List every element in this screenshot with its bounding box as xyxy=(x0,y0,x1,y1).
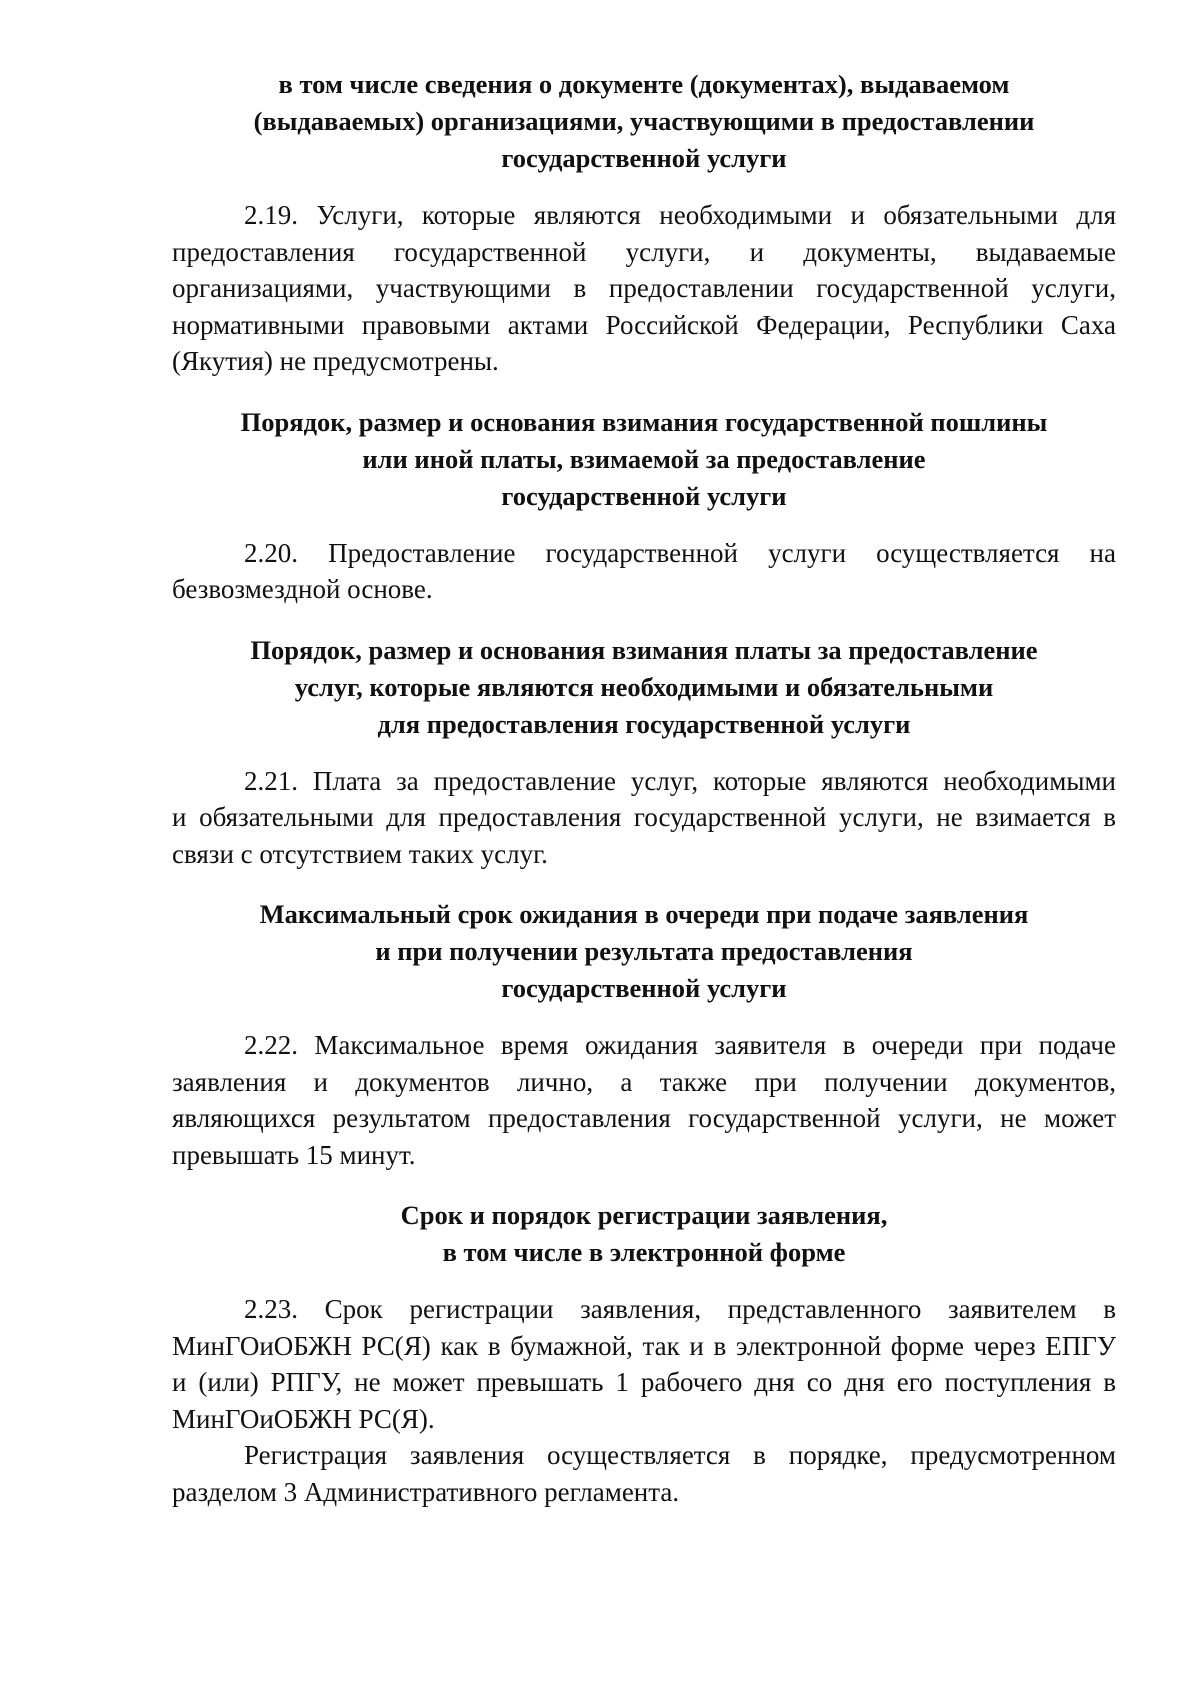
document-page xyxy=(172,66,1116,1510)
heading-line: Порядок, размер и основания взимания государственной пошлины xyxy=(240,406,1048,437)
section-heading xyxy=(172,66,1116,177)
paragraph-line: (Якутия) не предусмотрены. xyxy=(172,346,499,376)
paragraph-line: организациями, участвующими в предоставлении государственной услуги, xyxy=(172,273,1116,303)
heading-line: и при получении результата предоставления xyxy=(375,936,913,966)
paragraph-line: 2.21. Плата за предоставление услуг, которые являются необходимыми xyxy=(244,765,1116,796)
heading-line: Срок и порядок регистрации заявления, xyxy=(400,1200,888,1230)
paragraph-2-20 xyxy=(172,535,1116,608)
heading-line: (выдаваемых) организациями, участвующими в предоставлении xyxy=(253,106,1035,136)
heading-line: для предоставления государственной услуги xyxy=(377,708,911,739)
heading-line: Порядок, размер и основания взимания платы за предоставление xyxy=(250,634,1038,665)
heading-line: в том числе сведения о документе (документах), выдаваемом xyxy=(278,69,1010,99)
paragraph-line: разделом 3 Административного регламента. xyxy=(172,1476,680,1507)
heading-line: государственной услуги xyxy=(501,480,787,511)
section-heading xyxy=(172,896,1116,1007)
paragraph-line: 2.19. Услуги, которые являются необходимыми и обязательными для xyxy=(244,200,1116,230)
section-heading xyxy=(172,632,1116,743)
section-heading xyxy=(172,1197,1116,1271)
heading-line: услуг, которые являются необходимыми и обязательными xyxy=(294,671,994,702)
paragraph-line: Регистрация заявления осуществляется в порядке, предусмотренном xyxy=(244,1440,1116,1470)
paragraph-line: и (или) РПГУ, не может превышать 1 рабочего дня со дня его поступления в xyxy=(172,1367,1116,1397)
paragraph-line: являющихся результатом предоставления государственной услуги, не может xyxy=(172,1103,1116,1133)
paragraph-2-19 xyxy=(172,197,1116,380)
paragraph-line: безвозмездной основе. xyxy=(172,574,433,604)
paragraph-line: 2.20. Предоставление государственной услуги осуществляется на xyxy=(244,537,1116,568)
paragraph-line: 2.22. Максимальное время ожидания заявителя в очереди при подаче xyxy=(244,1030,1116,1060)
paragraph-line: нормативными правовыми актами Российской Федерации, Республики Саха xyxy=(172,309,1116,340)
paragraph-line: заявления и документов лично, а также при получении документов, xyxy=(172,1066,1116,1097)
paragraph-line: предоставления государственной услуги, и документы, выдаваемые xyxy=(172,236,1116,267)
paragraph-2-22 xyxy=(172,1027,1116,1173)
paragraph-line: связи с отсутствием таких услуг. xyxy=(172,838,548,869)
paragraph-2-23 xyxy=(172,1291,1116,1437)
heading-line: в том числе в электронной форме xyxy=(442,1237,846,1267)
section-heading xyxy=(172,404,1116,515)
paragraph-line: и обязательными для предоставления государственной услуги, не взимается в xyxy=(172,802,1116,832)
heading-line: государственной услуги xyxy=(501,143,787,173)
heading-line: или иной платы, взимаемой за предоставление xyxy=(362,443,926,474)
heading-line: государственной услуги xyxy=(501,973,787,1003)
paragraph-line: 2.23. Срок регистрации заявления, представленного заявителем в xyxy=(244,1294,1116,1324)
heading-line: Максимальный срок ожидания в очереди при подаче заявления xyxy=(259,899,1029,929)
paragraph-registration xyxy=(172,1437,1116,1510)
paragraph-2-21 xyxy=(172,763,1116,873)
paragraph-line: МинГОиОБЖН РС(Я). xyxy=(172,1403,435,1434)
paragraph-line: МинГОиОБЖН РС(Я) как в бумажной, так и в электронной форме через ЕПГУ xyxy=(172,1330,1116,1361)
paragraph-line: превышать 15 минут. xyxy=(172,1139,416,1170)
